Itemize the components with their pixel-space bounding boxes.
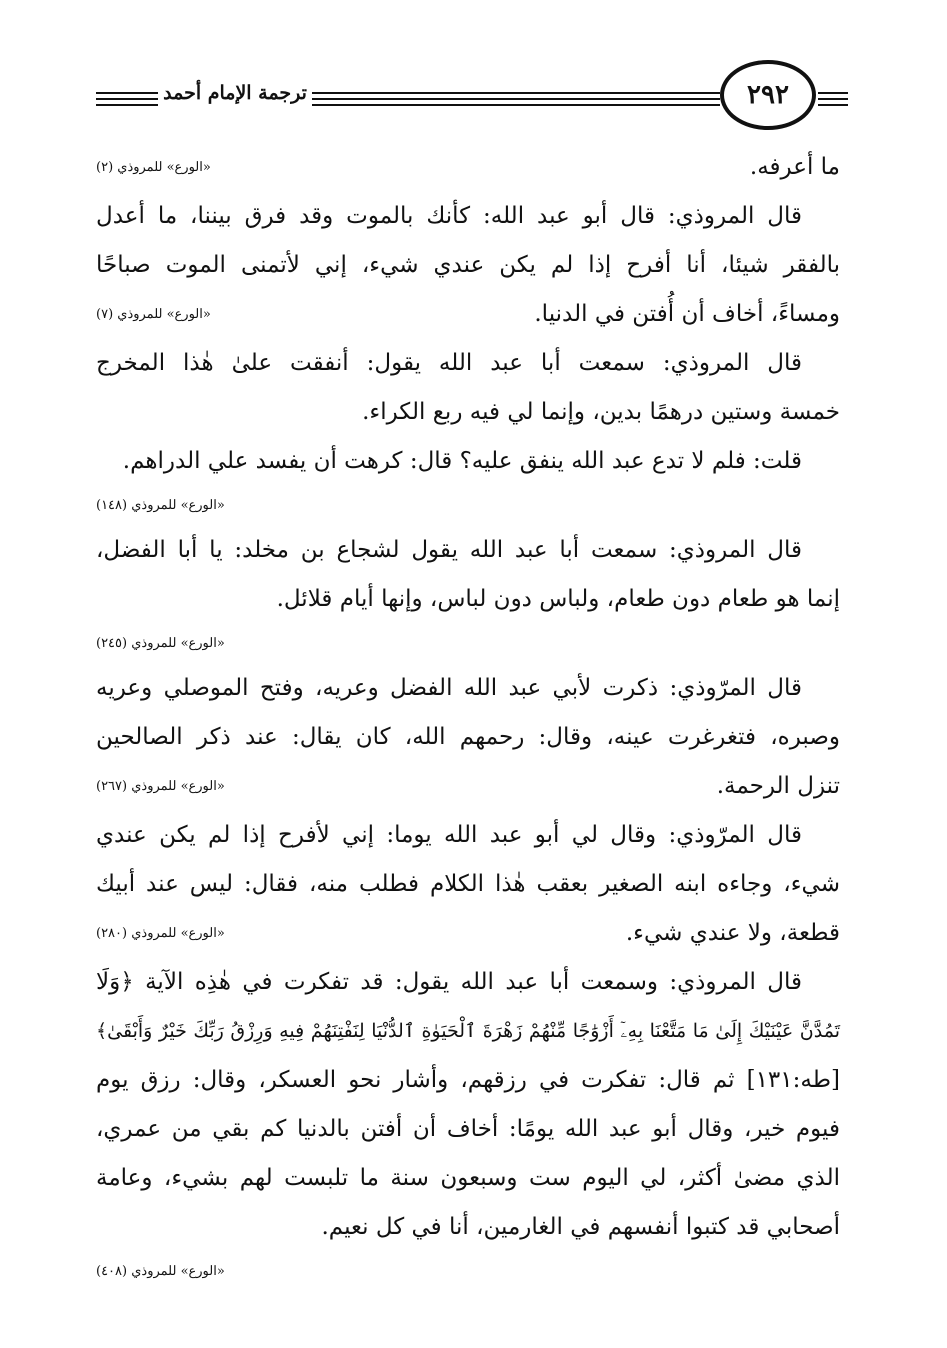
quran-verse-line: تَمُدَّنَّ عَيْنَيْكَ إِلَىٰ مَا مَتَّعْنَا بِهِۦٓ أَزْوَٰجًا مِّنْهُمْ زَهْرَةَ ٱلْحَيَوٰةِ ٱلدُّنْيَا لِنَفْتِنَهُمْ فِيهِ وَرِزْقُ رَبِّكَ خَيْرٌ وَأَبْقَىٰ﴾ bbox=[96, 1020, 840, 1042]
source-citation: «الورع» للمروذي (٢٦٧) bbox=[96, 779, 225, 794]
text-line: خمسة وستين درهمًا بدين، وإنما لي فيه ربع الكراء. bbox=[362, 399, 840, 425]
text-line: بالفقر شيئا، أنا أفرح إذا لم يكن عندي شيء، إني لأتمنى الموت صباحًا bbox=[96, 252, 840, 278]
source-citation: «الورع» للمروذي (٢٤٥) bbox=[96, 636, 225, 651]
running-title: ترجمة الإمام أحمد bbox=[163, 82, 307, 104]
header-rule bbox=[96, 92, 158, 94]
text-line: قال المروذي: وسمعت أبا عبد الله يقول: قد تفكرت في هٰذِه الآية ﴿وَلَا bbox=[96, 969, 802, 995]
source-citation: «الورع» للمروذي (٢) bbox=[96, 160, 211, 175]
header-rule bbox=[818, 98, 848, 100]
page-number-oval bbox=[720, 60, 816, 130]
text-line bbox=[96, 143, 840, 192]
header-rule bbox=[96, 98, 158, 100]
text-line: الذي مضىٰ أكثر، لي اليوم ست وسبعون سنة ما تلبست لهم بشيء، وعامة bbox=[96, 1165, 840, 1191]
text-line: قال المروذي: قال أبو عبد الله: كأنك بالموت وقد فرق بيننا، ما أعدل bbox=[96, 203, 802, 229]
paragraph-text: ومساءً، أخاف أن أُفتن في الدنيا. bbox=[534, 301, 840, 327]
source-citation: «الورع» للمروذي (٢٨٠) bbox=[96, 926, 225, 941]
text-line: قال المرّوذي: ذكرت لأبي عبد الله الفضل وعريه، وفتح الموصلي وعريه bbox=[96, 675, 802, 701]
header-rule bbox=[312, 92, 720, 94]
paragraph-text: ما أعرفه. bbox=[749, 154, 840, 180]
text-line bbox=[96, 909, 840, 958]
text-line: إنما هو طعام دون طعام، ولباس دون لباس، وإنها أيام قلائل. bbox=[276, 586, 840, 612]
header-rule bbox=[818, 104, 848, 106]
text-line: أصحابي قد كتبوا أنفسهم في الغارمين، أنا في كل نعيم. bbox=[321, 1214, 840, 1240]
text-line: فيوم خير، وقال أبو عبد الله يومًا: أخاف أن أفتن بالدنيا كم بقي من عمري، bbox=[96, 1116, 840, 1142]
text-line: قال المروذي: سمعت أبا عبد الله يقول لشجاع بن مخلد: يا أبا الفضل، bbox=[96, 537, 802, 563]
text-line: قلت: فلم لا تدع عبد الله ينفق عليه؟ قال: كرهت أن يفسد علي الدراهم. bbox=[122, 448, 802, 474]
source-citation: «الورع» للمروذي (١٤٨) bbox=[96, 498, 225, 513]
text-line: قال المرّوذي: وقال لي أبو عبد الله يوما: إني لأفرح إذا لم يكن عندي bbox=[96, 822, 802, 848]
text-line: شيء، وجاءه ابنه الصغير بعقب هٰذا الكلام فطلب منه، فقال: ليس عند أبيك bbox=[96, 871, 840, 897]
text-line: وصبره، فتغرغرت عينه، وقال: رحمهم الله، كان يقال: عند ذكر الصالحين bbox=[96, 724, 840, 750]
page-body bbox=[96, 143, 840, 1292]
header-rule bbox=[312, 104, 720, 106]
header-rule bbox=[818, 92, 848, 94]
page-header bbox=[0, 0, 947, 150]
text-line: [طه:١٣١] ثم قال: تفكرت في رزقهم، وأشار نحو العسكر، وقال: رزق يوم bbox=[96, 1067, 840, 1093]
source-citation: «الورع» للمروذي (٤٠٨) bbox=[96, 1264, 225, 1279]
header-rule bbox=[96, 104, 158, 106]
source-row bbox=[96, 624, 840, 664]
source-row bbox=[96, 486, 840, 526]
page-number: ٢٩٢ bbox=[747, 80, 789, 110]
source-citation: «الورع» للمروذي (٧) bbox=[96, 307, 211, 322]
text-line bbox=[96, 762, 840, 811]
paragraph-text: قطعة، ولا عندي شيء. bbox=[625, 920, 840, 946]
text-line: قال المروذي: سمعت أبا عبد الله يقول: أنفقت علىٰ هٰذا المخرج bbox=[96, 350, 802, 376]
text-line bbox=[96, 290, 840, 339]
paragraph-text: تنزل الرحمة. bbox=[716, 773, 840, 799]
source-row bbox=[96, 1252, 840, 1292]
header-rule bbox=[312, 98, 720, 100]
